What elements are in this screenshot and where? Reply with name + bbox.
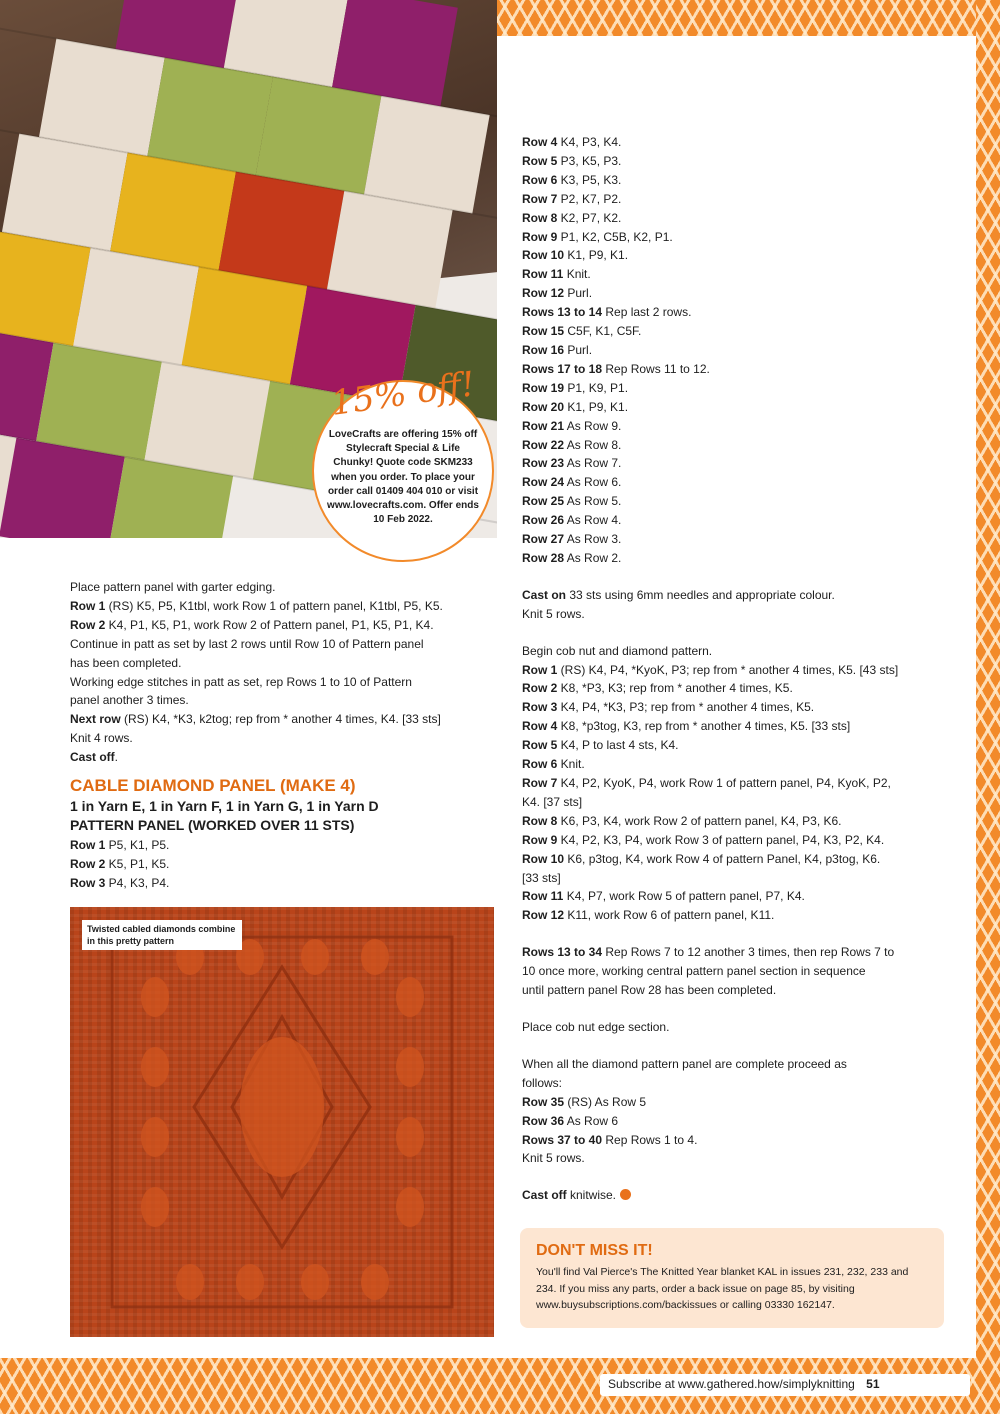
row-text: follows: <box>522 1075 563 1090</box>
row-label: Rows 13 to 34 <box>522 945 603 960</box>
instruction-line <box>522 322 962 341</box>
cable-diamond-subheading <box>70 797 379 835</box>
instruction-line <box>522 774 962 793</box>
row-label: Row 7 <box>522 776 558 790</box>
row-label: Row 5 <box>522 738 558 753</box>
paragraph-gap <box>522 1037 962 1055</box>
row-label: Row 36 <box>522 1113 565 1128</box>
row-label: Row 5 <box>522 153 558 168</box>
row-label: Cast off <box>522 1188 567 1203</box>
row-label: Row 2 <box>70 856 106 871</box>
cable-swatch-photo <box>70 907 494 1337</box>
instruction-line <box>522 812 962 831</box>
row-text: Purl. <box>564 286 593 301</box>
instruction-line <box>70 729 490 748</box>
instruction-line <box>522 586 962 605</box>
instruction-line <box>522 341 962 360</box>
instruction-line <box>70 748 490 767</box>
row-text: Rep Rows 1 to 4. <box>602 1132 698 1147</box>
row-text: (RS) K4, *K3, k2tog; rep from * another 4 times, K4. [33 sts] <box>120 712 441 727</box>
row-text: P1, K2, C5B, K2, P1. <box>557 229 673 244</box>
row-label: Row 26 <box>522 513 565 528</box>
row-text: K4. [37 sts] <box>522 794 583 809</box>
instruction-line <box>522 1186 962 1205</box>
instruction-line <box>522 209 962 228</box>
instruction-line <box>522 530 962 549</box>
row-text: panel another 3 times. <box>70 693 189 708</box>
instruction-line <box>522 981 962 1000</box>
instruction-line <box>522 171 962 190</box>
row-text: Knit. <box>563 267 591 282</box>
instruction-line <box>522 887 962 906</box>
instruction-line <box>522 906 962 925</box>
row-label: Row 24 <box>522 475 565 490</box>
instruction-line <box>522 1149 962 1168</box>
row-label: Row 25 <box>522 494 565 509</box>
instruction-line <box>70 635 490 654</box>
instruction-line <box>522 417 962 436</box>
row-text: Begin cob nut and diamond pattern. <box>522 643 713 658</box>
offer-title: 15% off! <box>328 364 478 424</box>
row-label: Row 12 <box>522 908 565 923</box>
row-text: K4, P2, K3, P4, work Row 3 of pattern panel, P4, K3, P2, K4. <box>557 832 885 847</box>
instruction-line <box>522 661 962 680</box>
row-text: (RS) K4, P4, *KyoK, P3; rep from * another 4 times, K5. [43 sts] <box>557 662 899 677</box>
offer-badge <box>312 364 494 562</box>
row-label: Row 8 <box>522 210 558 225</box>
row-text: has been completed. <box>70 655 182 670</box>
instruction-line <box>70 654 490 673</box>
row-text: K4, P4, *K3, P3; rep from * another 4 times, K5. <box>557 700 815 715</box>
row-text: P5, K1, P5. <box>105 838 170 852</box>
row-label: Cast off <box>70 750 115 765</box>
instruction-line <box>522 303 962 322</box>
instruction-line <box>522 133 962 152</box>
row-text: knitwise. <box>566 1188 617 1203</box>
subscribe-link[interactable]: Subscribe at www.gathered.how/simplyknitting <box>608 1377 855 1391</box>
row-text: Continue in patt as set by last 2 rows until Row 10 of Pattern panel <box>70 636 424 651</box>
row-text: K4, P2, KyoK, P4, work Row 1 of pattern panel, P4, KyoK, P2, <box>557 776 891 790</box>
instruction-line <box>522 190 962 209</box>
row-label: Cast on <box>522 587 567 602</box>
row-text: (RS) As Row 5 <box>564 1094 647 1109</box>
instruction-line <box>522 549 962 568</box>
instruction-line <box>70 710 490 729</box>
row-text: K3, P5, K3. <box>557 172 622 187</box>
row-text: P3, K5, P3. <box>557 153 622 168</box>
row-label: Row 22 <box>522 437 565 452</box>
instruction-line <box>522 1131 962 1150</box>
row-label: Row 1 <box>70 598 106 613</box>
row-label: Row 6 <box>522 757 558 772</box>
row-text: . <box>114 750 119 765</box>
instruction-line <box>522 1055 962 1074</box>
row-text: As Row 7. <box>564 456 622 471</box>
row-label: Row 3 <box>522 700 558 715</box>
row-text: Place pattern panel with garter edging. <box>70 580 276 594</box>
instruction-line <box>70 673 490 692</box>
row-label: Row 10 <box>522 248 565 263</box>
row-text: Knit 5 rows. <box>522 606 585 621</box>
row-text: As Row 6 <box>564 1113 619 1128</box>
paragraph-gap <box>522 925 962 943</box>
row-text: When all the diamond pattern panel are complete proceed as <box>522 1056 847 1071</box>
paragraph-gap <box>522 568 962 586</box>
instruction-line <box>522 698 962 717</box>
dont-miss-box <box>520 1228 944 1328</box>
row-label: Row 7 <box>522 191 558 206</box>
row-label: Row 9 <box>522 229 558 244</box>
row-label: Row 2 <box>522 681 558 696</box>
instruction-line <box>522 511 962 530</box>
offer-text: LoveCrafts are offering 15% off Stylecraft Special & Life Chunky! Quote code SKM233 when you order. To place your order call 01409 404 010 or visit www.lovecrafts.com. Offer ends 10 Feb 2022. <box>327 429 479 526</box>
row-text: K4, P7, work Row 5 of pattern panel, P7, K4. <box>563 889 805 904</box>
instruction-line <box>522 398 962 417</box>
row-text: P2, K7, P2. <box>557 191 622 206</box>
row-label: Row 4 <box>522 719 558 734</box>
instruction-line <box>522 793 962 812</box>
cable-photo-caption: Twisted cabled diamonds combine in this pretty pattern <box>82 920 242 950</box>
instruction-line <box>70 578 490 597</box>
instruction-line <box>522 605 962 624</box>
instruction-line <box>522 454 962 473</box>
right-column-instructions <box>522 133 962 1205</box>
row-text: As Row 5. <box>564 494 622 509</box>
row-label: Row 1 <box>70 838 106 852</box>
row-label: Row 2 <box>70 617 106 632</box>
row-text: As Row 4. <box>564 513 622 528</box>
row-label: Row 15 <box>522 324 565 339</box>
row-label: Row 27 <box>522 532 565 547</box>
row-text: K6, P3, K4, work Row 2 of pattern panel, K4, P3, K6. <box>557 813 842 828</box>
instruction-line <box>522 379 962 398</box>
row-text: (RS) K5, P5, K1tbl, work Row 1 of pattern panel, K1tbl, P5, K5. <box>105 598 443 613</box>
instruction-line <box>522 152 962 171</box>
row-text: P1, K9, P1. <box>564 380 629 395</box>
row-text: P4, K3, P4. <box>105 875 170 890</box>
row-text: Knit. <box>557 757 585 772</box>
instruction-line <box>70 855 169 874</box>
row-label: Row 10 <box>522 851 565 866</box>
end-marker-icon <box>620 1189 631 1200</box>
page-number: 51 <box>866 1377 880 1391</box>
instruction-line <box>70 691 490 710</box>
instruction-line <box>522 492 962 511</box>
instruction-line <box>522 284 962 303</box>
row-text: Working edge stitches in patt as set, rep Rows 1 to 10 of Pattern <box>70 674 412 689</box>
instruction-line <box>522 1093 962 1112</box>
pattern-panel-title: PATTERN PANEL (WORKED OVER 11 STS) <box>70 817 355 833</box>
row-text: K8, *p3tog, K3, rep from * another 4 times, K5. [33 sts] <box>557 719 851 734</box>
instruction-line <box>522 360 962 379</box>
row-label: Row 20 <box>522 399 565 414</box>
dont-miss-title: DON'T MISS IT! <box>536 1242 653 1259</box>
page-footer <box>600 1374 970 1396</box>
instruction-line <box>522 943 962 962</box>
row-label: Rows 37 to 40 <box>522 1132 603 1147</box>
row-text: K5, P1, K5. <box>105 856 170 871</box>
instruction-line <box>522 1074 962 1093</box>
paragraph-gap <box>522 1000 962 1018</box>
instruction-line <box>522 962 962 981</box>
row-text: Knit 5 rows. <box>522 1151 585 1166</box>
row-label: Row 6 <box>522 172 558 187</box>
instruction-line <box>522 717 962 736</box>
cable-pattern-rows <box>70 836 169 893</box>
instruction-line <box>522 869 962 888</box>
instruction-line <box>522 850 962 869</box>
instruction-line <box>522 265 962 284</box>
row-label: Row 21 <box>522 418 565 433</box>
instruction-line <box>522 473 962 492</box>
row-label: Row 4 <box>522 135 558 149</box>
instruction-line <box>522 228 962 247</box>
row-label: Row 8 <box>522 813 558 828</box>
row-text: Rep Rows 7 to 12 another 3 times, then rep Rows 7 to <box>602 945 895 960</box>
paragraph-gap <box>522 624 962 642</box>
row-text: Purl. <box>564 342 593 357</box>
yarn-list: 1 in Yarn E, 1 in Yarn F, 1 in Yarn G, 1 in Yarn D <box>70 798 379 814</box>
row-label: Next row <box>70 712 121 727</box>
row-label: Row 16 <box>522 342 565 357</box>
instruction-line <box>522 1112 962 1131</box>
instruction-line <box>70 597 490 616</box>
row-text: As Row 3. <box>564 532 622 547</box>
instruction-line <box>70 836 169 855</box>
row-text: K4, P to last 4 sts, K4. <box>557 738 679 753</box>
row-label: Row 3 <box>70 875 106 890</box>
paragraph-gap <box>522 1168 962 1186</box>
row-label: Row 11 <box>522 889 564 904</box>
row-label: Row 1 <box>522 662 558 677</box>
row-text: K4, P3, K4. <box>557 135 622 149</box>
row-text: 33 sts using 6mm needles and appropriate colour. <box>566 587 835 602</box>
row-text: K2, P7, K2. <box>557 210 622 225</box>
row-label: Row 35 <box>522 1094 565 1109</box>
instruction-line <box>522 1018 962 1037</box>
wheat-border-top <box>490 0 1000 36</box>
row-label: Row 12 <box>522 286 565 301</box>
row-text: K8, *P3, K3; rep from * another 4 times, K5. <box>557 681 793 696</box>
row-text: until pattern panel Row 28 has been completed. <box>522 983 777 998</box>
instruction-line <box>522 436 962 455</box>
instruction-line <box>522 736 962 755</box>
row-label: Row 9 <box>522 832 558 847</box>
dont-miss-text: You'll find Val Pierce's The Knitted Year blanket KAL in issues 231, 232, 233 and 234. If you miss any parts, order a back issue on page 85, by visiting www.buysubscriptions.com/backissues or calling 03330 162147. <box>536 1266 909 1311</box>
row-text: Rep last 2 rows. <box>602 305 692 320</box>
wheat-border-right <box>976 0 1000 1414</box>
instruction-line <box>522 831 962 850</box>
row-text: As Row 8. <box>564 437 622 452</box>
row-text: [33 sts] <box>522 870 561 885</box>
row-label: Row 28 <box>522 550 565 565</box>
row-text: K11, work Row 6 of pattern panel, K11. <box>564 908 775 923</box>
instruction-line <box>522 642 962 661</box>
row-label: Rows 17 to 18 <box>522 361 603 376</box>
instruction-line <box>522 246 962 265</box>
instruction-line <box>522 679 962 698</box>
row-text: 10 once more, working central pattern panel section in sequence <box>522 964 866 979</box>
cable-diamond-heading: CABLE DIAMOND PANEL (MAKE 4) <box>70 776 356 795</box>
row-label: Row 23 <box>522 456 565 471</box>
row-text: K6, p3tog, K4, work Row 4 of pattern Panel, K4, p3tog, K6. <box>564 851 881 866</box>
row-text: As Row 2. <box>564 550 622 565</box>
row-text: C5F, K1, C5F. <box>564 324 642 339</box>
instruction-line <box>70 874 169 893</box>
row-text: K1, P9, K1. <box>564 399 629 414</box>
row-label: Rows 13 to 14 <box>522 305 603 320</box>
instruction-line <box>522 755 962 774</box>
row-text: As Row 9. <box>564 418 622 433</box>
instruction-line <box>70 616 490 635</box>
row-text: Place cob nut edge section. <box>522 1019 670 1034</box>
row-text: K4, P1, K5, P1, work Row 2 of Pattern panel, P1, K5, P1, K4. <box>105 617 434 632</box>
row-text: As Row 6. <box>564 475 622 490</box>
row-text: K1, P9, K1. <box>564 248 629 263</box>
row-text: Knit 4 rows. <box>70 731 133 746</box>
left-column-instructions <box>70 578 490 767</box>
row-text: Rep Rows 11 to 12. <box>602 361 710 376</box>
row-label: Row 11 <box>522 267 564 282</box>
row-label: Row 19 <box>522 380 565 395</box>
